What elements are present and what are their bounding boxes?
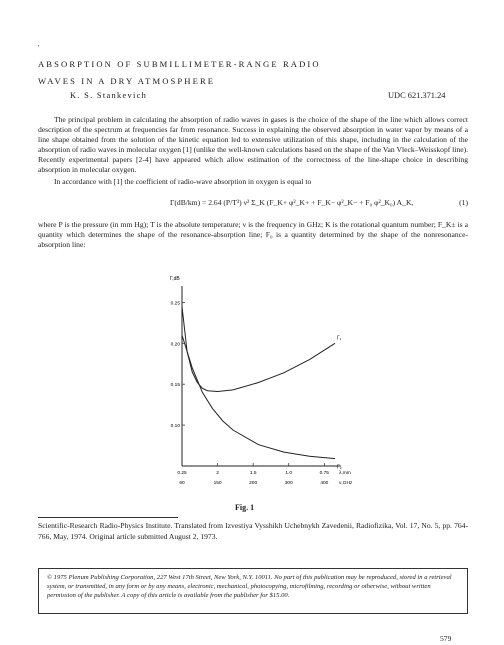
series-line-1 bbox=[182, 307, 335, 392]
paragraph-1: The principal problem in calculating the absorption of radio waves in gases is the choice of the shape of the line which allows correct description of the spectrum at frequencies far from resonance. Success in explaining the observed absorption in water vapor by means of a line shape obtained from the solution of the kinetic equation led to extensive utilization of this shape, including in the calculation of the absorption of radio waves in molecular oxygen [1] (unlike the well-known calculations based on the shape of the Van Vleck–Weisskopf line). Recently experimental papers [2-4] have appeared which allow estimation of the correctness of the line-shape choice in describing absorption in molecular oxygen. bbox=[38, 115, 468, 174]
x-tick-label-nu: 300 bbox=[284, 481, 293, 486]
udc-code: UDC 621.371.24 bbox=[388, 91, 446, 100]
y-tick-label: 0.20 bbox=[170, 342, 180, 348]
x-tick-label-lambda: 1.0 bbox=[285, 471, 293, 476]
x-tick-label-nu: 200 bbox=[249, 481, 258, 486]
figure-caption: Fig. 1 bbox=[235, 503, 255, 512]
figure-1-chart bbox=[160, 268, 360, 500]
equation-number: (1) bbox=[459, 198, 468, 207]
article-title bbox=[38, 56, 321, 90]
x-tick-label-nu: 400 bbox=[320, 481, 329, 486]
x-unit-lambda: λ,mm bbox=[339, 471, 351, 476]
series-label-1: Γ₁ bbox=[337, 335, 342, 342]
x-tick-label-lambda: 1.5 bbox=[249, 471, 257, 476]
series-label-2: Γ₂ bbox=[337, 464, 342, 471]
paragraph-2: In accordance with [1] the coefficient of radio-wave absorption in oxygen is equal to bbox=[54, 177, 312, 186]
x-tick-label-lambda: 0.25 bbox=[177, 471, 187, 476]
x-tick-label-nu: 150 bbox=[213, 481, 222, 486]
x-tick-label-lambda: 2 bbox=[216, 471, 219, 476]
page-number: 579 bbox=[440, 634, 452, 643]
title-line-1: ABSORPTION OF SUBMILLIMETER-RANGE RADIO bbox=[38, 59, 321, 69]
y-tick-label: 0.10 bbox=[170, 424, 180, 430]
x-unit-nu: ν,GHz bbox=[339, 481, 353, 486]
title-line-2: WAVES IN A DRY ATMOSPHERE bbox=[38, 76, 216, 86]
x-tick-label-lambda: 0.75 bbox=[319, 471, 329, 476]
margin-mark: ' bbox=[38, 44, 40, 52]
footnote-rule bbox=[38, 517, 178, 518]
equation-1 bbox=[170, 198, 468, 207]
series-line-2 bbox=[182, 335, 335, 459]
footnote: Scientific-Research Radio-Physics Institute. Translated from Izvestiya Vysshikh Uchebnykh Zavedenii, Radiofizika, Vol. 17, No. 5, pp. 764-766, May, 1974. Original article submitted August 2, 1973. bbox=[38, 521, 468, 541]
x-tick-label-nu: 60 bbox=[179, 481, 185, 486]
paragraph-3: where P is the pressure (in mm Hg); T is the absolute temperature; ν is the frequency in GHz; K is the rotational quantum number; F_K± is a quantity which determines the shape of the resonance-absorption line; F₀ is a quantity determined by the shape of the nonresonance-absorption line: bbox=[38, 220, 468, 249]
y-axis-title: Γ,dB bbox=[170, 276, 180, 282]
author: K. S. Stankevich bbox=[70, 91, 148, 100]
y-tick-label: 0.25 bbox=[170, 301, 180, 307]
copyright-box: © 1975 Plenum Publishing Corporation, 227 West 17th Street, New York, N.Y. 10011. No part of this publication may be reproduced, stored in a retrieval system, or transmitted, in any form or by any means, electronic, mechanical, photocopying, microfilming, recording or otherwise, without written permission of the publisher. A copy of this article is available from the publisher for $15.00. bbox=[38, 568, 468, 614]
equation-text: Γ(dB/km) = 2.64 (P/T³) ν² Σ_K (F_K+ φ²_K+ + F_K− φ²_K− + F₀ φ²_K₀) A_K, bbox=[170, 198, 414, 207]
y-tick-label: 0.15 bbox=[170, 383, 180, 389]
